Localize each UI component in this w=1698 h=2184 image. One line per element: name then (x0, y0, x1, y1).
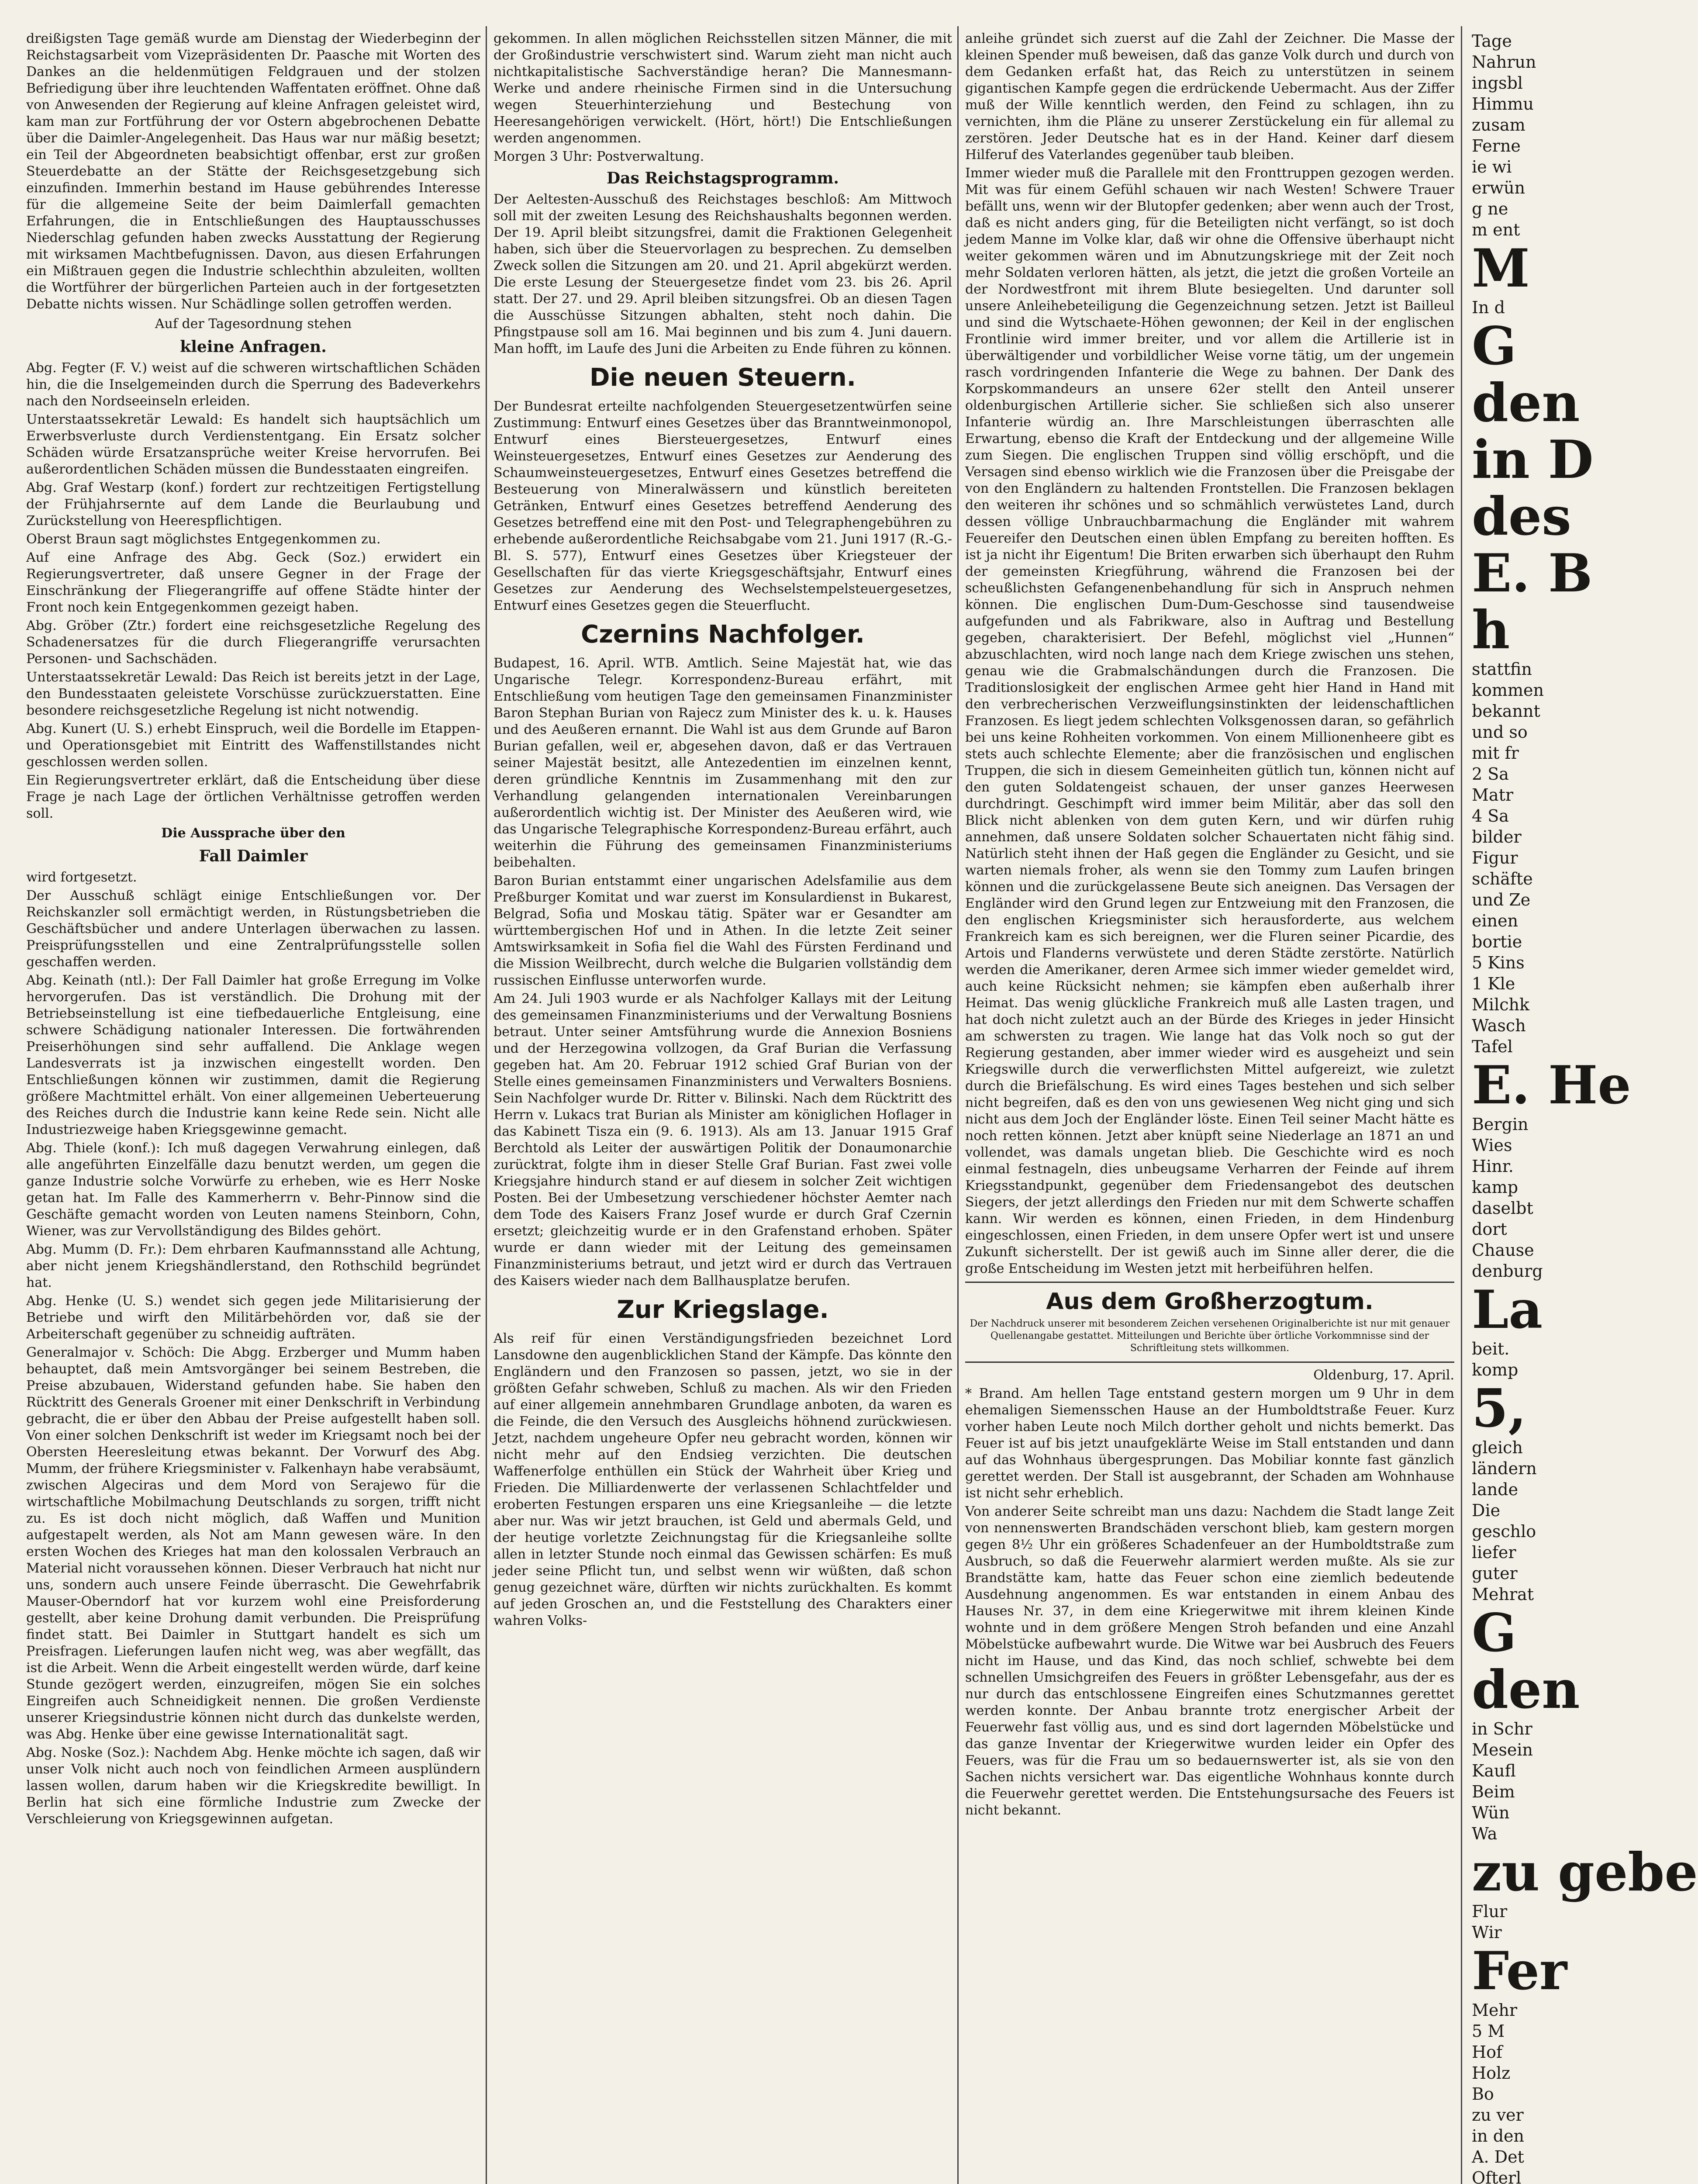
paragraph: Abg. Keinath (ntl.): Der Fall Daimler hat große Erregung im Volke hervorgerufen. Das ist verständlich. Die Drohung mit der Betriebseinstellung ist eine tiefbedauerliche Entgleisung, eine schwere Schädigung nationaler Interessen. Die fortwährenden Preiserhöhungen sind sehr auffallend. Die Anklage wegen Landesverrats ist ja inzwischen eingestellt worden. Den Entschließungen können wir zustimmen, damit die Regierung größere Machtmittel erhält. Von einer allgemeinen Ueberteuerung des Reiches durch die Industrie kann keine Rede sein. Nicht alle Industriezweige haben Kriegsgewinne gemacht. (26, 973, 480, 1137)
ad-fragment: Wir (1472, 1923, 1502, 1942)
paragraph: Der Bundesrat erteilte nachfolgenden Steuergesetzentwürfen seine Zustimmung: Entwurf eines Gesetzes über das Branntweinmonopol, Entwurf eines Biersteuergesetzes, Entwurf eines Weinsteuergesetzes, Entwurf eines Gesetzes zur Aenderung des Schaumweinsteuergesetzes, Entwurf eines Gesetzes betreffend die Besteuerung von Mineralwässern und künstlich bereiteten Getränken, Entwurf eines Gesetzes betreffend Aenderung des Gesetzes betreffend eine mit den Post- und Telegraphengebühren zu erhebende außerordentliche Reichsabgabe vom 21. Juni 1917 (R.-G.-Bl. S. 577), Entwurf eines Gesetzes über Kriegsteuer der Gesellschaften für das vierte Kriegsgeschäftsjahr, Entwurf eines Gesetzes zur Aenderung des Wechselstempelsteuergesetzes, Entwurf eines Gesetzes gegen die Steuerflucht. (494, 399, 952, 613)
paragraph: anleihe gründet sich zuerst auf die Zahl der Zeichner. Die Masse der kleinen Spender muß beweisen, daß das ganze Volk durch und durch von dem Gedanken erfaßt hat, das Reich zu unterstützen in seinem gigantischen Kampfe gegen die erdrückende Uebermacht. Aus der Ziffer muß der Wille kenntlich werden, den Feind zu schlagen, ihn zu vernichten, ihm die Pläne zu unserer Zerstückelung ein für allemal zu zerstören. Jeder Deutsche hat es in der Hand. Keiner darf diesem Hilferuf des Vaterlandes gegenüber taub bleiben. (965, 31, 1454, 162)
ad-fragment: Milchk (1472, 995, 1529, 1014)
ad-fragment: erwün (1472, 178, 1525, 197)
reprint-notice: Der Nachdruck unserer mit besonderem Zeichen versehenen Originalberichte ist nur mit genauer Quellenangabe gestattet. Mitteilungen und Berichte über örtliche Vorkommnisse sind der Schriftleitung stets willkommen. (970, 1318, 1450, 1354)
ad-fragment: Hof (1472, 2042, 1503, 2062)
ad-fragment: E. B (1472, 543, 1593, 604)
paragraph: dreißigsten Tage gemäß wurde am Dienstag der Wiederbeginn der Reichstagsarbeit vom Vizepräsidenten Dr. Paasche mit Worten des Dankes an die heldenmütigen Feldgrauen und der stolzen Befriedigung über ihre leuchtenden Waffentaten eröffnet. Ohne daß von Anwesenden der Regierung auf kleine Anfragen geleistet wird, kam man zur Fortführung der vor Ostern abgebrochenen Debatte über die Daimler-Angelegenheit. Das Haus war nur mäßig besetzt; ein Teil der Abgeordneten beabsichtigt offenbar, erst zur großen Steuerdebatte an der Stätte der Reichsgesetzgebung sich einzufinden. Immerhin bestand im Hause gebührendes Interesse für die allgemeine Seite der beim Daimlerfall gemachten Erfahrungen, die in Entschließungen des Hauptausschusses Niederschlag gefunden haben zwecks Ausstattung der Regierung mit wirksamen Machtbefugnissen. Davon, aus diesen Erfahrungen ein Mißtrauen gegen die Industrie schlechthin abzuleiten, wollten die Wortführer der bürgerlichen Parteien auch in der fortgesetzten Debatte nichts wissen. Nur Schädlinge sollen getroffen werden. (26, 31, 480, 312)
ad-fragment: Wasch (1472, 1016, 1526, 1035)
ad-fragment: mit fr (1472, 743, 1519, 763)
column-cut-off-ads (1472, 31, 1698, 2184)
ad-fragment: Kaufl (1472, 1761, 1516, 1780)
paragraph: Morgen 3 Uhr: Postverwaltung. (494, 149, 704, 164)
aussprache-line: Die Aussprache über den (161, 826, 345, 841)
ad-fragment: stattfin (1472, 660, 1532, 679)
paragraph: gekommen. In allen möglichen Reichsstellen sitzen Männer, die mit der Großindustrie verschwistert sind. Warum zieht man nicht auch nichtkapitalistische Sachverständige heran? Die Mannesmann-Werke und andere rheinische Firmen sind in die Untersuchung wegen Steuerhinterziehung und Bestechung von Heeresangehörigen verwickelt. (Hört, hört!) Die Entschließungen werden angenommen. (494, 31, 952, 146)
ad-fragment: kamp (1472, 1178, 1519, 1197)
ad-fragment: Tage (1472, 31, 1512, 51)
ad-fragment: den (1472, 372, 1580, 434)
ad-fragment: Hinr. (1472, 1157, 1514, 1176)
ad-fragment: guter (1472, 1564, 1518, 1583)
paragraph: Der Aeltesten-Ausschuß des Reichstages beschloß: Am Mittwoch soll mit der zweiten Lesung des Reichshaushalts begonnen werden. Der 19. April bleibt sitzungsfrei, damit die Fraktionen Gelegenheit haben, sich über die Steuervorlagen zu besprechen. Zu demselben Zweck sollen die Sitzungen am 20. und 21. April abgekürzt werden. Die erste Lesung der Steuergesetze findet vom 23. bis 26. April statt. Der 27. und 29. April bleiben sitzungsfrei. Ob an diesen Tagen die Ausschüsse Sitzungen abhalten, steht noch dahin. Die Pfingstpause soll am 16. Mai beginnen und bis zum 4. Juni dauern. Man hofft, im Laufe des Juni die Arbeiten zu Ende führen zu können. (494, 192, 952, 356)
ad-fragment: lande (1472, 1480, 1519, 1499)
paragraph: wird fortgesetzt. (26, 870, 137, 885)
ad-fragment: Bo (1472, 2084, 1494, 2104)
ad-fragment: bekannt (1472, 702, 1540, 721)
ad-fragment: A. Det (1472, 2147, 1524, 2167)
ad-fragment: Tafel (1472, 1037, 1513, 1056)
paragraph: Abg. Noske (Soz.): Nachdem Abg. Henke möchte ich sagen, daß wir unser Volk nicht auch noch von feindlichen Armeen ausplündern lassen wollen, darum haben wir die Kriegskredite bewilligt. In Berlin hat sich eine förmliche Industrie zum Zwecke der Verschleierung von Kriegsgewinnen aufgetan. (26, 1745, 480, 1827)
ad-fragment: denburg (1472, 1261, 1543, 1281)
column-rule (957, 26, 959, 2184)
ad-fragment: Mehrat (1472, 1585, 1534, 1604)
ad-fragment: beit. (1472, 1339, 1510, 1358)
paragraph: Abg. Henke (U. S.) wendet sich gegen jede Militarisierung der Betriebe und wirft den Militärbehörden vor, daß sie der Arbeiterschaft gegenüber zu schneidig aufträten. (26, 1293, 480, 1342)
ad-fragment: ländern (1472, 1459, 1537, 1478)
paragraph: Abg. Thiele (konf.): Ich muß dagegen Verwahrung einlegen, daß alle angeführten Einzelfälle dazu benutzt werden, um gegen die ganze Industrie solche Vorwürfe zu erheben, wie es Herr Noske getan hat. Im Falle des Kammerherrn v. Behr-Pinnow sind die Geschäfte gemacht worden von Leuten namens Steinborn, Cohn, Wiener, was zur Vervollständigung des Bildes gehört. (26, 1140, 480, 1239)
paragraph: Am 24. Juli 1903 wurde er als Nachfolger Kallays mit der Leitung des gemeinsamen Finanzministeriums und der Verwaltung Bosniens betraut. Unter seiner Amtsführung wurde die Annexion Bosniens und der Herzegowina vollzogen, da Graf Burian die Verfassung gegeben hat. Am 20. Februar 1912 schied Graf Burian von der Stelle eines gemeinsamen Finanzministers und Verwalters Bosniens. Sein Nachfolger wurde Dr. Ritter v. Bilinski. Nach dem Rücktritt des Herrn v. Lukacs trat Burian als Minister am königlichen Hoflager in das Kabinett Tisza ein (9. 6. 1913). Als am 13. Januar 1915 Graf Berchtold als Leiter der auswärtigen Politik der Donaumonarchie zurücktrat, folgte ihm in dieser Stelle Graf Burian. Fast zwei volle Kriegsjahre hindurch stand er auf diesem in solcher Zeit wichtigen Posten. Bei der Umbesetzung verschiedener höchster Aemter nach dem Tode des Kaisers Franz Josef wurde er durch Graf Czernin ersetzt; gleichzeitig wurde er in den Grafenstand erhoben. Später wurde er dann wieder mit der Leitung des gemeinsamen Finanzministeriums betraut, und jetzt wird er durch das Vertrauen des Kaisers wieder nach dem Ballhausplatze berufen. (494, 991, 952, 1289)
ad-fragment: Himmu (1472, 94, 1534, 114)
paragraph: * Brand. Am hellen Tage entstand gestern morgen um 9 Uhr in dem ehemaligen Siemensschen Hause an der Humboldtstraße Feuer. Kurz vorher haben Leute noch Milch dorther geholt und nichts bemerkt. Das Feuer ist auf bis jetzt unaufgeklärte Weise im Stall entstanden und dann auf das Wohnhaus übergesprungen. Das Mobiliar konnte fast gänzlich gerettet werden. Der Stall ist ausgebrannt, der Schaden am Wohnhause ist nicht sehr erheblich. (965, 1386, 1454, 1501)
ad-fragment: ingsbl (1472, 73, 1523, 93)
subheading-fall-daimler: Fall Daimler (199, 847, 308, 865)
ad-fragment: Wies (1472, 1136, 1512, 1155)
ad-fragment: einen (1472, 911, 1519, 930)
ad-fragment: bortie (1472, 932, 1522, 951)
ad-fragment: 5, (1472, 1378, 1527, 1439)
ad-fragment: den (1472, 1659, 1580, 1721)
ad-fragment: komp (1472, 1360, 1519, 1379)
ad-fragment: zusam (1472, 115, 1525, 135)
paragraph: Auf eine Anfrage des Abg. Geck (Soz.) erwidert ein Regierungsvertreter, daß unsere Gegner in der Frage der Einschränkung der Fliegerangriffe auf offene Städte hinter der Front noch kein Entgegenkommen gezeigt haben. (26, 550, 480, 615)
headline-die-neuen-steuern: Die neuen Steuern. (590, 363, 856, 392)
paragraph: Abg. Fegter (F. V.) weist auf die schweren wirtschaftlichen Schäden hin, die die Inselgemeinden durch die Sperrung des Badeverkehrs nach den Nordseeinseln erleiden. (26, 360, 480, 409)
ad-fragment: E. He (1472, 1054, 1631, 1116)
ad-fragment: geschlo (1472, 1522, 1536, 1541)
ad-fragment: Beim (1472, 1782, 1515, 1801)
paragraph: Generalmajor v. Schöch: Die Abgg. Erzberger und Mumm haben behauptet, daß mein Amtsvorgänger bei seinem Bestreben, die Preise abzubauen, Widerstand gefunden habe. Sie haben den Rücktritt des Generals Groener mit einer Denkschrift in Verbindung gebracht, die er über den Abbau der Preise aufgestellt haben soll. Von einer solchen Denkschrift ist weder im Kriegsamt noch bei der Obersten Heeresleitung etwas bekannt. Der Vorwurf des Abg. Mumm, der frühere Kriegsminister v. Falkenhayn habe verabsäumt, zwischen Algeciras und dem Mord von Serajewo für die wirtschaftliche Mobilmachung Deutschlands zu sorgen, trifft nicht zu. Es ist doch nicht möglich, daß Waffen und Munition aufgestapelt werden, als Not am Mann gewesen wäre. In den ersten Wochen des Krieges hat man den kolossalen Verbrauch an Material nicht voraussehen können. Dieser Verbrauch hat nicht nur uns, sondern auch unsere Feinde überrascht. Die Gewehrfabrik Mauser-Oberndorf hat vor kurzem wohl eine Preisforderung gestellt, aber keine Drohung damit verbunden. Die Preisprüfung findet statt. Bei Daimler in Stuttgart handelt es sich um Preisfragen. Lieferungen laufen nicht weg, was aber wegfällt, das ist die Arbeit. Wenn die Arbeit eingestellt werden würde, darf keine Stunde gezögert werden, einzugreifen, mögen Sie ein solches Eingreifen auch Schneidigkeit nennen. Die großen Verdienste unserer Kriegsindustrie können nicht durch das dunkelste werden, was Abg. Henke über eine gewisse Internationalität sagt. (26, 1345, 480, 1742)
ad-fragment: Nahrun (1472, 52, 1536, 72)
ad-fragment: Ofterl (1472, 2168, 1522, 2184)
ad-fragment: daselbt (1472, 1199, 1533, 1218)
headline-czernins-nachfolger: Czernins Nachfolger. (581, 620, 865, 649)
ad-fragment: Holz (1472, 2063, 1511, 2083)
ad-fragment: in Schr (1472, 1719, 1532, 1738)
ad-fragment: Ferne (1472, 136, 1521, 156)
paragraph: Baron Burian entstammt einer ungarischen Adelsfamilie aus dem Preßburger Komitat und war zuerst im Konsulardienst in Bukarest, Belgrad, Sofia und Moskau tätig. Später war er Gesandter am württembergischen Hof und in Athen. In die letzte Zeit seiner Amtswirksamkeit in Sofia fiel die Wahl des Fürsten Ferdinand und die Mission Weilbrecht, durch welche die Bulgarien vollständig dem russischen Einflusse unterworfen wurde. (494, 873, 952, 988)
ad-fragment: zu gebe (1472, 1842, 1698, 1903)
ad-fragment: 1 Kle (1472, 974, 1515, 993)
ad-fragment: Mehr (1472, 2001, 1518, 2020)
paragraph: Unterstaatssekretär Lewald: Es handelt sich hauptsächlich um Erwerbsverluste durch Verdienstentgang. Ein Ersatz solcher Schäden würde Ersatzansprüche weiter Kreise hervorrufen. Bei außerordentlichen Schäden müssen die Bundesstaaten eingreifen. (26, 412, 480, 477)
paragraph: Ein Regierungsvertreter erklärt, daß die Entscheidung über diese Frage je nach Lage der örtlichen Verhältnisse getroffen werden soll. (26, 773, 480, 821)
column-reichstag-report (26, 31, 480, 2184)
paragraph: Abg. Graf Westarp (konf.) fordert zur rechtzeitigen Fertigstellung der Frühjahrsernte auf dem Lande die Beurlaubung und Zurückstellung von Heerespflichtigen. (26, 480, 480, 529)
ad-fragment: liefer (1472, 1543, 1516, 1562)
ad-fragment: 5 M (1472, 2022, 1505, 2041)
column-rule (486, 26, 487, 2184)
headline-zur-kriegslage: Zur Kriegslage. (617, 1296, 829, 1324)
ad-fragment: ie wi (1472, 157, 1512, 176)
ad-fragment: g ne (1472, 199, 1508, 218)
section-box (965, 1282, 1454, 1363)
paragraph: Oberst Braun sagt möglichstes Entgegenkommen zu. (26, 532, 381, 547)
ad-fragment: M (1472, 238, 1530, 299)
ad-fragment: schäfte (1472, 869, 1533, 888)
paragraph: Abg. Kunert (U. S.) erhebt Einspruch, weil die Bordelle im Etappen- und Operationsgebiet mit Eintritt des Waffenstillstandes nicht geschlossen werden sollen. (26, 721, 480, 770)
ad-fragment: bilder (1472, 827, 1522, 847)
paragraph: Budapest, 16. April. WTB. Amtlich. Seine Majestät hat, wie das Ungarische Telegr. Korrespondenz-Bureau erfährt, mit Entschließung vom heutigen Tage den gemeinsamen Finanzminister Baron Stephan Burian von Rajecz zum Minister des k. u. k. Hauses und des Aeußeren ernannt. Die Wahl ist aus dem Grunde auf Baron Burian gefallen, weil er, abgesehen davon, daß er das Vertrauen seiner Majestät besitzt, alle Antezedentien im einzelnen kennt, deren gründliche Kenntnis im Zusammenhang mit den zur Verhandlung gelangenden internationalen Vereinbarungen außerordentlich wichtig ist. Der Minister des Aeußeren wird, wie das Ungarische Telegraphische Korrespondenz-Bureau erfährt, auch weiterhin die Führung des gemeinsamen Finanzministeriums beibehalten. (494, 656, 952, 870)
ad-fragment: La (1472, 1279, 1543, 1341)
ad-fragment: 5 Kins (1472, 953, 1525, 972)
ad-fragment: Flur (1472, 1902, 1508, 1921)
dateline: Oldenburg, 17. April. (1313, 1368, 1454, 1383)
ad-fragment: Figur (1472, 848, 1518, 867)
subheading-kleine-anfragen: kleine Anfragen. (180, 338, 327, 356)
ad-fragment: Die (1472, 1501, 1501, 1520)
ad-fragment: Matr (1472, 785, 1513, 805)
paragraph: Immer wieder muß die Parallele mit den Fronttruppen gezogen werden. Mit was für einem Gefühl schauen wir nach Westen! Schwere Trauer befällt uns, wenn wir der Blutopfer gedenken; aber wenn auch der Trost, daß es nicht anders ging, für die Beteiligten nicht verfängt, so ist doch jedem Manne im Volke klar, daß wir ohne die Offensive überhaupt nicht weiter gekommen wären und im Abnutzungskriege mit der Zeit noch mehr Soldaten verloren hätten, als jetzt, die jetzt die großen Vorteile an der Nordwestfront mit ihrem Blute besiegelten. Und darunter soll unsere Anleihebeteiligung die Gegenzeichnung setzen. Jetzt ist Bailleul und sind die Wytschaete-Höhen gewonnen; der Keil in der englischen Frontlinie wird immer breiter, und vor allem die Artillerie ist in überwältigender und vorbildlicher Weise vorne tätig, um der ungemein rasch vordringenden Infanterie die Wege zu bahnen. Der Dank des Korpskommandeurs an unsere 62er stellt den Anteil unserer oldenburgischen Artillerie sicher. Sie schließen sich also unserer Infanterie würdig an. Ihre Marschleistungen überraschten alle Erwartung, ebenso die Kraft der Entdeckung und der allgemeine Wille zum Siegen. Die englischen Truppen sind völlig erschöpft, und die Versagen sind ebenso wirklich wie die Franzosen über die Preisgabe der von den Engländern zu haltenden Frontstellen. Die Franzosen beklagen den weiteren ihr schönes und so schmählich verwüstetes Land, durch dessen völlige Unbrauchbarmachung die Engländer mit wahrem Feuereifer den Deutschen einen üblen Empfang zu bereiten hofften. Es ist ja nicht ihr Eigentum! Die Briten erwarben sich überhaupt den Ruhm der gemeinsten Kriegführung, während die Franzosen bei der scheußlichsten Gefangenenbehandlung für sich in Anspruch nehmen können. Die englischen Dum-Dum-Geschosse sind tausendweise aufgefunden und als Fabrikware, also in Auftrag und Bestellung gegeben, charakterisiert. Der Befehl, möglichst viel „Hunnen“ abzuschlachten, wird noch lange nach dem Kriege zwischen uns stehen, genau wie die Grabmalschändungen durch die Franzosen. Die Traditionslosigkeit der englischen Armee geht hier Hand in Hand mit den verbrecherischen Verzweiflungsinstinkten der leidenschaftlichen Franzosen. Es liegt jedem schlechten Volksgenossen daran, so gefährlich bei uns keine Rohheiten vorkommen. Von einem Millionenheere gibt es stets auch schlechte Elemente; aber die französischen und englischen Truppen, die sich in diesem Gemeinheiten gütlich tun, können nicht auf den guten Soldatengeist schauen, der unser ganzes Heerwesen durchdringt. Geschimpft wird immer beim Militär, aber das soll den Blick nicht ablenken von dem guten Kern, und wir dürfen ruhig annehmen, daß unsere Soldaten solcher Schauertaten nicht fähig sind. Natürlich steht ihnen der Haß gegen die Engländer zu Gesicht, und sie warten niemals froher, als wenn sie den Tommy zum Laufen bringen können und die zurückgelassene Beute sich aneignen. Das Versagen der Engländer wird den Grund legen zur Entzweiung mit den Franzosen, die den englischen Kriegsminister sich herausforderte, aus welchem Frankreich kam es sich bereignen, wer die Fluren seiner Picardie, des Artois und Flanderns verwüstete und deren Städte zerstörte. Natürlich werden die Amerikaner, deren Armee sich immer wieder gemeldet wird, auch keine Rücksicht nehmen; sie kämpfen eben außerhalb ihrer Heimat. Das wenig glückliche Frankreich muß alle Lasten tragen, und hat doch nicht zuletzt auch an der Bürde des Krieges in jeder Hinsicht am schwersten zu tragen. Wie lange hat das Volk noch so gut der Regierung gestanden, aber immer wieder wird es ausgeheizt und sein Kriegswille durch die verwerflichsten Mittel aufgereizt, wie zuletzt durch die Briefälschung. Es wird eines Tages bestehen und sich selber nicht begreifen, daß es den von uns gewiesenen Weg nicht ging und sich nicht aus dem Joch der Engländer löste. Einen Teil seiner Macht hätte es noch retten können. Jetzt aber knüpft seine Niederlage an 1871 an und vollendet, was damals ungetan blieb. Die Geschichte wird es noch einmal festnageln, dies unbeugsame Verharren der Feinde auf ihrem Kriegsstandpunkt, gegenüber dem Friedensangebot des deutschen Siegers, der jetzt allerdings den Frieden nur mit dem Schwerte schaffen kann. Wir werden es können, einen Frieden, in dem Hindenburg eingeschlossen, einen Frieden, in dem unsere Opfer wert ist und unsere Zukunft sicherstellt. Der ist gewiß auch im Sinne aller derer, die die große Entscheidung im Westen jetzt mit herbeiführen helfen. (965, 166, 1454, 1276)
paragraph: Von anderer Seite schreibt man uns dazu: Nachdem die Stadt lange Zeit von nennenswerten Brandschäden verschont blieb, kam gestern morgen gegen 8½ Uhr ein größeres Schadenfeuer an der Humboldtstraße zum Ausbruch, so daß die Feuerwehr alarmiert werden mußte. Als sie zur Brandstätte kam, hatte das Feuer schon eine ziemlich bedeutende Ausdehnung angenommen. Es war entstanden in einem Anbau des Hauses Nr. 37, in dem eine Kriegerwitwe mit ihrem kleinen Kinde wohnte und in dem größere Mengen Stroh befanden und eine Anzahl Möbelstücke aufbewahrt wurde. Die Witwe war bei Ausbruch des Feuers nicht im Hause, und das Kind, das noch schlief, schwebte bei dem schnellen Umsichgreifen des Feuers in größter Lebensgefahr, aus der es nur durch das entschlossene Eingreifen eines Schutzmannes gerettet werden konnte. Der Anbau brannte trotz energischer Arbeit der Feuerwehr fast völlig aus, und es sind dort lagernden Möbelstücke und das ganze Inventar der Kriegerwitwe wurden leider ein Opfer des Feuers, was für die Frau um so bedauernswerter ist, als sie von den Sachen nichts versichert war. Das eigentliche Wohnhaus konnte durch die Feuerwehr gerettet werden. Die Entstehungsursache des Feuers ist nicht bekannt. (965, 1504, 1454, 1818)
ad-fragment: h (1472, 599, 1510, 661)
headline-aus-dem-grossherzogtum: Aus dem Großherzogtum. (1046, 1289, 1374, 1315)
ad-fragment: kommen (1472, 681, 1544, 700)
ad-fragment: Wün (1472, 1803, 1510, 1822)
ad-fragment: Wa (1472, 1824, 1498, 1843)
ad-fragment: und Ze (1472, 890, 1531, 909)
paragraph: Abg. Mumm (D. Fr.): Dem ehrbaren Kaufmannsstand alle Achtung, aber nicht jenem Kriegshändlerstand, den Rothschild begründet hat. (26, 1242, 480, 1290)
paragraph: Unterstaatssekretär Lewald: Das Reich ist bereits jetzt in der Lage, den Bundesstaaten geleistete Vorschüsse zurückzuerstatten. Eine besondere reichsgesetzliche Regelung ist nicht notwendig. (26, 670, 480, 718)
ad-fragment: 4 Sa (1472, 806, 1509, 826)
ad-fragment: G (1472, 315, 1517, 377)
ad-fragment: in den (1472, 2126, 1524, 2146)
paragraph: Abg. Gröber (Ztr.) fordert eine reichsgesetzliche Regelung des Schadenersatzes für die durch Fliegerangriffe verursachten Personen- und Sachschäden. (26, 618, 480, 667)
ad-fragment: In d (1472, 298, 1505, 317)
ad-fragment: gleich (1472, 1438, 1523, 1457)
paragraph: Als reif für einen Verständigungsfrieden bezeichnet Lord Lansdowne den augenblicklichen Stand der Kämpfe. Das könnte den Engländern und den Franzosen so passen, jetzt, wo sie in der größten Gefahr schweben, Schluß zu machen. Als wir den Frieden auf einer allgemein annehmbaren Grundlage anboten, da waren es die Feinde, die den Versuch des Ausgleichs höhnend zurückwiesen. Jetzt, nachdem ungeheure Opfer neu gebracht worden, können wir nicht mehr auf den Endsieg verzichten. Die deutschen Waffenerfolge enthüllen ein Stück der Wahrheit über Krieg und Frieden. Die Milliardenwerte der verlassenen Schlachtfelder und eroberten Festungen ersparen uns eine Kriegsanleihe — die letzte aber nur. Was wir jetzt brauchen, ist Geld und abermals Geld, und der heutige vorletzte Zeichnungstag für die Kriegsanleihe sollte allen in letzter Stunde noch einmal das Gewissen schärfen: Es muß jeder seine Pflicht tun, und selbst wenn wir wüßten, daß schon genug gezeichnet wäre, dürften wir nichts zurückhalten. Es kommt auf jeden Groschen an, und die Feststellung des Charakters einer wahren Volks- (494, 1331, 952, 1628)
ad-fragment: m ent (1472, 220, 1520, 239)
ad-fragment: 2 Sa (1472, 764, 1509, 784)
ad-fragment: Chause (1472, 1241, 1534, 1260)
ad-fragment: in D (1472, 429, 1594, 491)
ad-fragment: Mesein (1472, 1740, 1533, 1759)
column-rule (1461, 26, 1462, 2184)
subheading-reichstagsprogramm: Das Reichstagsprogramm. (607, 169, 839, 187)
ad-fragment: des (1472, 486, 1571, 547)
paragraph: Der Ausschuß schlägt einige Entschließungen vor. Der Reichskanzler soll ermächtigt werden, in Rüstungsbetrieben die Geschäftsbücher und andere Unterlagen überwachen zu lassen. Preisprüfungsstellen und eine Zentralprüfungsstelle sollen geschaffen werden. (26, 888, 480, 970)
ad-fragment: Bergin (1472, 1115, 1529, 1134)
ad-fragment: zu ver (1472, 2105, 1524, 2125)
column-war-and-local (965, 31, 1454, 2184)
ad-fragment: Fer (1472, 1940, 1567, 2002)
ad-fragment: dort (1472, 1220, 1507, 1239)
column-politics (494, 31, 952, 2184)
agenda-line: Auf der Tagesordnung stehen (155, 316, 352, 332)
ad-fragment: und so (1472, 722, 1528, 742)
ad-fragment: G (1472, 1602, 1517, 1664)
